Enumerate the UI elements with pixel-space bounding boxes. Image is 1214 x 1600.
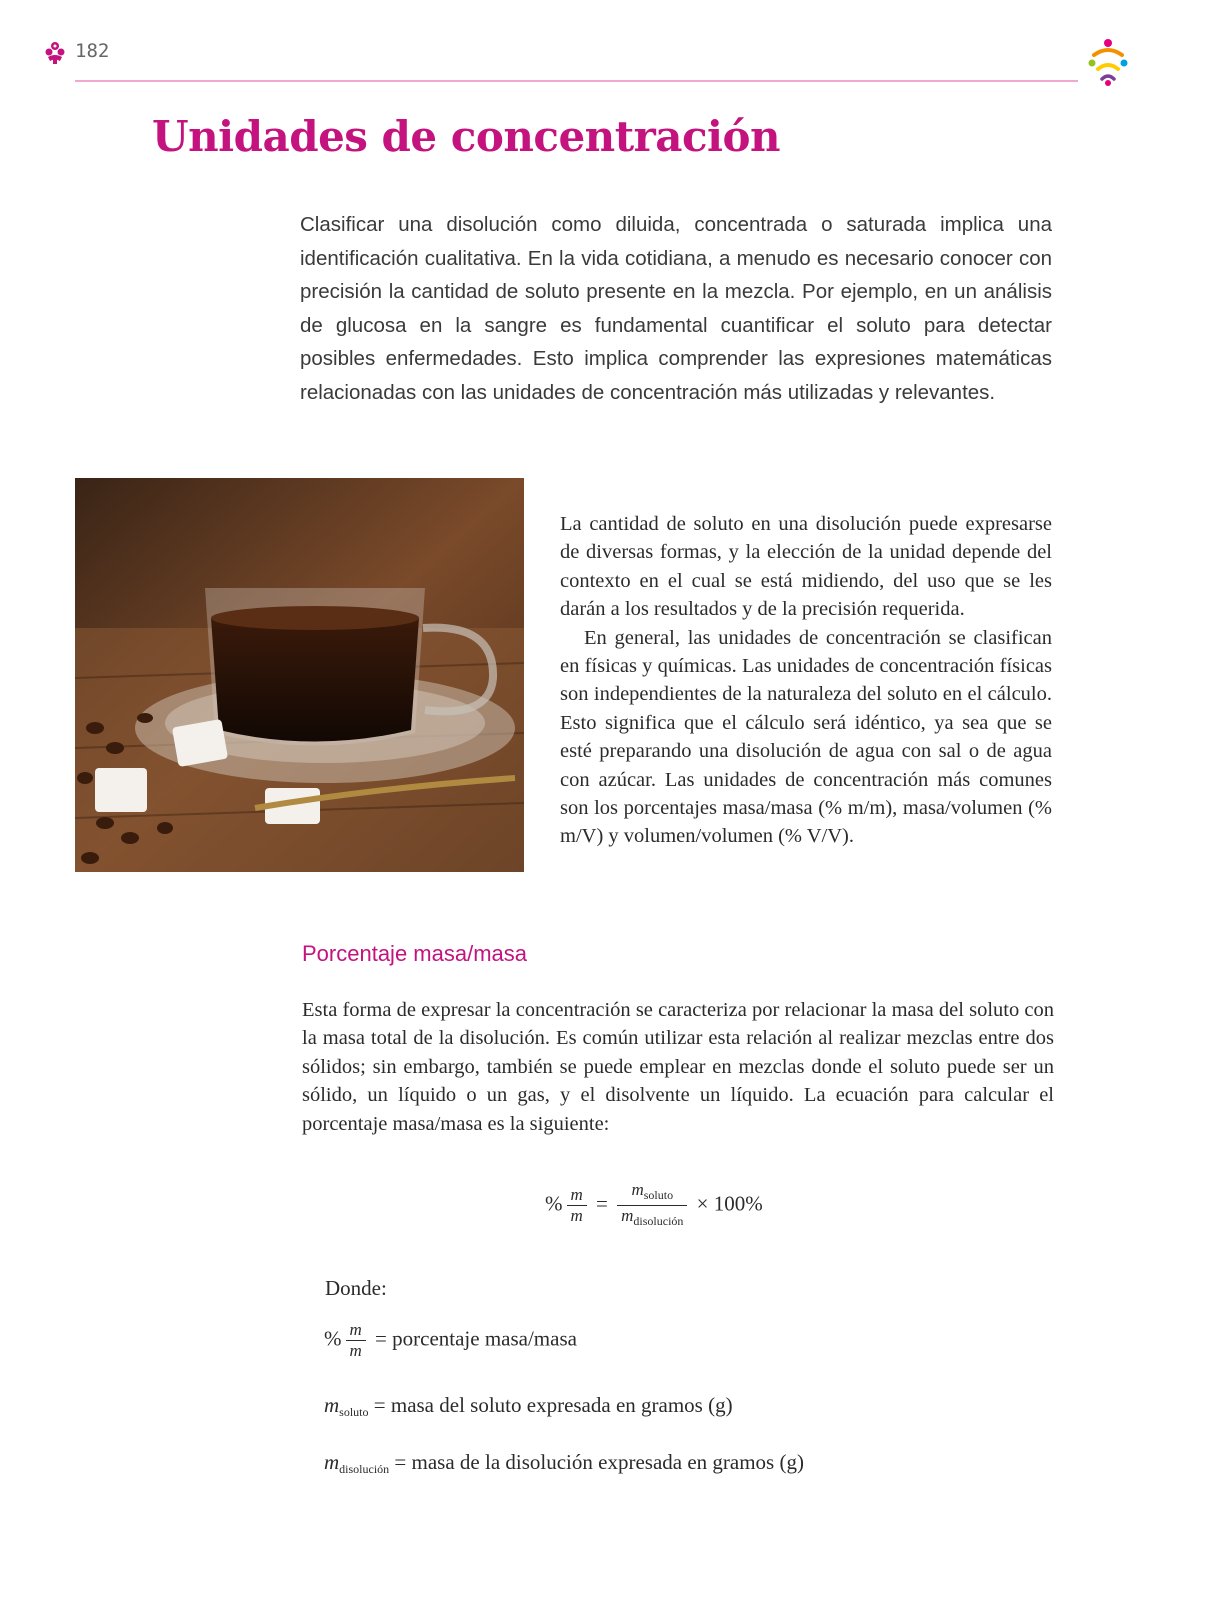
definition-m-soluto: $m_{soluto}$ = masa del soluto expresada en gramos (g) [324,1393,733,1419]
side-paragraph-2: En general, las unidades de concentración se clasifican en físicas y químicas. Las unidades de concentración físicas son independientes de la naturaleza del soluto en el cálculo. Esto significa que el cálculo será idéntico, ya sea que se esté preparando una disolución de agua con sal o de agua con azúcar. Las unidades de concentración más comunes son los porcentajes masa/masa (% m/m), masa/volumen (% m/V) y volumen/volumen (% V/V). [560,626,1052,848]
mass-percent-equation [545,1180,835,1240]
side-column-text [560,510,1052,851]
definition-m-disolucion: $m_{disolución}$ = masa de la disolución expresada en gramos (g) [324,1450,804,1476]
side-paragraph-1: La cantidad de soluto en una disolución puede expresarse de diversas formas, y la elección de la unidad depende del contexto en el cual se está midiendo, del uso que se les darán a los resultados y de la precisión requerida. [560,513,1052,621]
page-title: Unidades de concentración [152,112,781,161]
donde-label: Donde: [325,1276,387,1300]
section-heading: Porcentaje masa/masa [302,941,527,966]
page-number: 182 [75,40,110,62]
equation-mass-ratio: $\frac{m_{soluto}}{m_{disolución}}$ [617,1180,687,1231]
header-rule [75,80,1078,82]
intro-paragraph: Clasificar una disolución como diluida, concentrada o saturada implica una identificación cualitativa. En la vida cotidiana, a menudo es necesario conocer con precisión la cantidad de soluto presente en la mezcla. Por ejemplo, en un análisis de glucosa en la sangre es fundamental cuantificar el soluto para detectar posibles enfermedades. Esto implica comprender las expresiones matemáticas relacionadas con las unidades de concentración más utilizadas y relevantes. [300,213,1052,404]
equation-mm-fraction: $\frac{m}{m}$ [567,1185,587,1226]
floral-ornament-icon [42,40,68,66]
equation-times-100: × 100% [696,1191,763,1216]
equation-percent: % [545,1191,563,1216]
equation-equals: = [596,1191,608,1216]
section-body: Esta forma de expresar la concentración se caracteriza por relacionar la masa del soluto con la masa total de la disolución. Es común utilizar esta relación al realizar mezclas entre dos sólidos; sin embargo, también se puede emplear en mezclas donde el soluto puede ser un sólido, un líquido o un gas, y el disolvente un líquido. La ecuación para calcular el porcentaje masa/masa es la siguiente: [302,999,1054,1135]
coffee-cup-with-sugar-cubes-photo [75,478,524,872]
colorful-figures-logo-icon [1082,35,1134,87]
definition-percent-mm: % $\frac{m}{m}$ = porcentaje masa/masa [324,1320,577,1360]
definition-mm-fraction: $\frac{m}{m}$ [346,1320,366,1361]
